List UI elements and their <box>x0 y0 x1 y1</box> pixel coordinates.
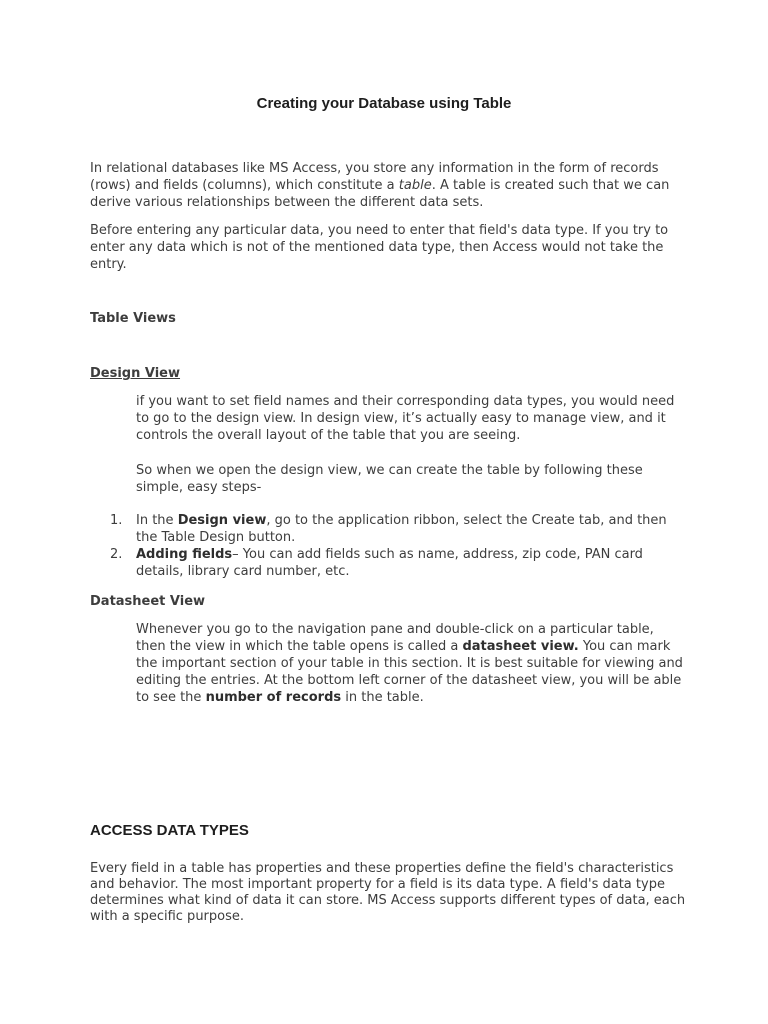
design-view-paragraph-2: So when we open the design view, we can create the table by following these simple, easy steps- <box>136 463 643 495</box>
datasheet-text-2: You can mark the important section of your table in this section. It is best suitable for viewing and editing the entries. At the bottom left corner of the datasheet view, you will be able to see the <box>136 639 683 705</box>
design-view-heading: Design View <box>90 366 181 381</box>
table-views-heading: Table Views <box>90 311 176 326</box>
list-item-text-end: , go to the application ribbon, select the Create tab, and then the Table Design button. <box>136 513 667 545</box>
list-item-bold: Design view <box>177 513 267 528</box>
datasheet-text-1: Whenever you go to the navigation pane and double-click on a particular table, then the view in which the table opens is called a <box>136 622 654 654</box>
list-item-text-start: In the <box>136 513 178 528</box>
intro-text-start: In relational databases like MS Access, you store any information in the form of records (rows) and fields (columns), which constitute a <box>90 161 659 193</box>
intro-paragraph-1 <box>90 160 690 211</box>
list-item-bold: Adding fields <box>136 547 233 562</box>
intro-paragraph-2: Before entering any particular data, you need to enter that field's data type. If you try to enter any data which is not of the mentioned data type, then Access would not take the entry. <box>90 223 669 272</box>
design-view-paragraph-1: if you want to set field names and their corresponding data types, you would need to go to the design view. In design view, it’s actually easy to manage view, and it controls the overall layout of the table that you are seeing. <box>136 394 675 443</box>
page-title: Creating your Database using Table <box>256 95 512 112</box>
list-item-number: 1. <box>110 513 123 528</box>
datasheet-text-3: in the table. <box>341 690 424 705</box>
intro-text-end: . A table is created such that we can derive various relationships between the different data sets. <box>90 178 670 210</box>
list-item-number: 2. <box>110 547 123 562</box>
list-item-text-end: – You can add fields such as name, address, zip code, PAN card details, library card number, etc. <box>136 547 643 579</box>
design-steps-list <box>110 512 690 580</box>
list-item <box>110 546 690 580</box>
datasheet-view-heading: Datasheet View <box>90 594 206 609</box>
number-of-records-term: number of records <box>205 690 342 705</box>
datasheet-view-term: datasheet view. <box>462 639 579 654</box>
datasheet-view-paragraph <box>136 621 686 706</box>
access-data-types-heading: ACCESS DATA TYPES <box>90 822 249 839</box>
access-data-types-paragraph: Every field in a table has properties and these properties define the field's characteristics and behavior. The most important property for a field is its data type. A field's data type determines what kind of data it can store. MS Access supports different types of data, each with a specific purpose. <box>90 861 686 924</box>
intro-italic-term: table <box>398 178 432 193</box>
list-item <box>110 512 690 546</box>
